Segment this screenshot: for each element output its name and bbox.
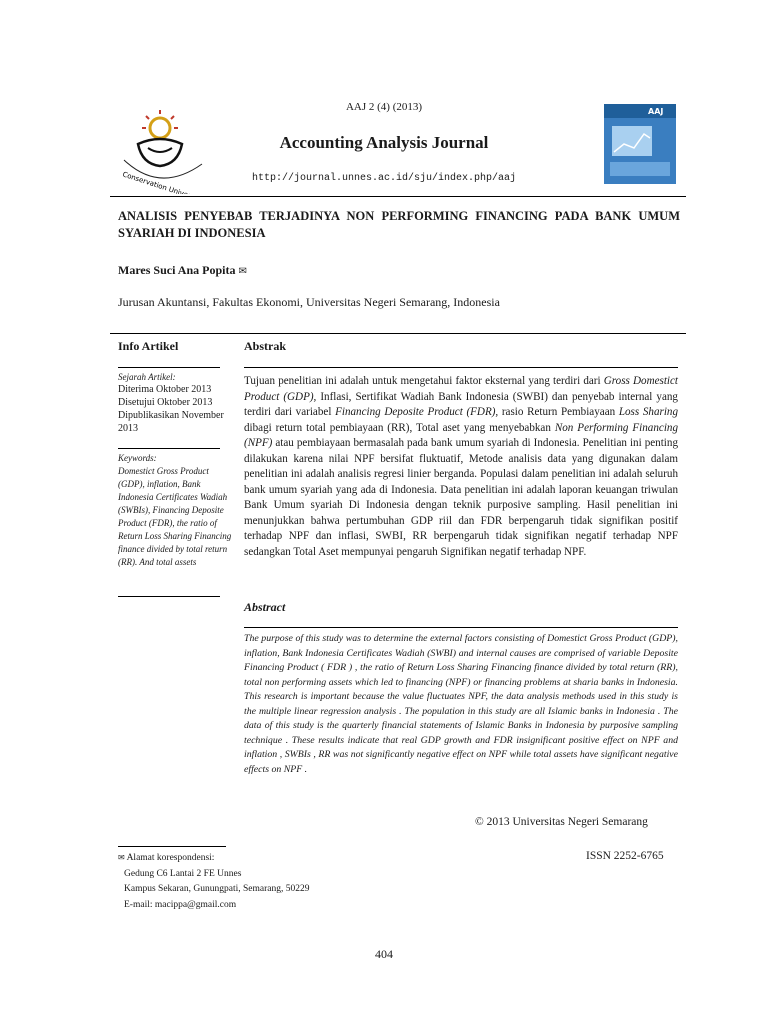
abstrak-heading: Abstrak	[244, 339, 287, 353]
section-rule	[110, 333, 686, 334]
corr-email[interactable]: E-mail: macippa@gmail.com	[124, 899, 237, 910]
history-label: Sejarah Artikel:	[118, 372, 176, 382]
header-rule	[110, 196, 686, 197]
abstrak-part: Inflasi, Sertifikat Wadiah Bank Indonesia (SWBI) dan penyebab internal yang terdiri dari variabel	[244, 390, 678, 418]
corr-line: Gedung C6 Lantai 2 FE Unnes	[124, 868, 242, 879]
abstrak-text	[244, 374, 678, 560]
history-block	[118, 383, 226, 435]
abstrak-italic: Non Performing Financing (NPF)	[244, 421, 678, 449]
journal-cover-image	[604, 104, 676, 184]
abstrak-part: dibagi return total pembiayaan (RR), Total aset yang menyebabkan	[244, 421, 555, 434]
mail-icon: ✉	[238, 266, 247, 277]
copyright: © 2013 Universitas Negeri Semarang	[475, 816, 648, 828]
journal-url[interactable]: http://journal.unnes.ac.id/sju/index.php/aaj	[251, 173, 517, 184]
abstract-text: The purpose of this study was to determine the external factors consisting of Domestict Gross Product (GDP), inflation, Bank Indonesia Certificates Wadiah (SWBI) and internal causes are comprised of variable Deposite Financing Product ( FDR ) , the ratio of Return Loss Sharing Financing finance divided by total return (RR), total non performing assets which led to financing (NPF) or financing problems at sharia banks in Indonesia. This research is important because the value fluctuates NPF, the data analysis methods used in this study is the multiple linear regression analysis . The population in this study are all Islamic banks in Indonesia . The data of this study is the quarterly financial statements of Islamic Banks in Indonesia by purposive sampling technique . These results indicate that real GDP growth and FDR insignificant positive effect on NPF and inflation , SWBIs , RR was not significantly negative effect on NPF while total assets have significant negative effects on NPF .	[244, 633, 678, 775]
keywords-rule	[118, 448, 220, 449]
abstrak-italic: Loss Sharing	[618, 406, 678, 418]
mail-icon: ✉	[118, 853, 125, 862]
paper-title: ANALISIS PENYEBAB TERJADINYA NON PERFORMING FINANCING PADA BANK UMUM SYARIAH DI INDONESIA	[118, 209, 680, 240]
page-number: 404	[375, 947, 393, 961]
keywords-text: Domestict Gross Product (GDP), inflation, Bank Indonesia Certificates Wadiah (SWBIs), Financing Deposite Product (FDR), the ratio of Return Loss Sharing Financing finance divided by total return (RR). And total assets	[118, 466, 232, 567]
abstract-heading: Abstract	[244, 600, 286, 614]
abstrak-italic: Financing Deposite Product (FDR),	[335, 406, 499, 418]
footnote-rule	[118, 846, 226, 847]
received-date: Diterima Oktober 2013	[118, 384, 212, 395]
journal-title: Accounting Analysis Journal	[279, 133, 489, 152]
affiliation: Jurusan Akuntansi, Fakultas Ekonomi, Universitas Negeri Semarang, Indonesia	[118, 295, 500, 309]
abstrak-part: Tujuan penelitian ini adalah untuk mengetahui faktor eksternal yang terdiri dari	[244, 375, 604, 387]
keywords-label: Keywords:	[118, 453, 157, 463]
author-name: Mares Suci Ana Popita	[118, 263, 236, 277]
published-date: Dipublikasikan November 2013	[118, 410, 224, 434]
corr-label: Alamat korespondensi:	[126, 853, 215, 863]
abstract-rule	[244, 627, 678, 628]
abstrak-italic: Gross Domestict Product (GDP),	[244, 375, 678, 403]
info-heading: Info Artikel	[118, 339, 179, 353]
abstrak-rule	[244, 367, 678, 368]
abstrak-part: atau pembiayaan bermasalah pada bank umum syariah di Indonesia. Penelitian ini penting dilakukan karena nilai NPF bersifat fluktuatif, Metode analisis data yang digunakan dalam penelitian ini adalah analisis regresi linier berganda. Populasi dalam penelitian ini adalah seluruh bank umum syariah yang ada di Indonesia. Data penelitian ini adalah laporan keuangan triwulan Bank Umum syariah Di Indonesia dengan teknik purposive sampling. Hasil penelitian ini menunjukkan bahwa pertumbuhan GDP riil dan FDR berpengaruh tidak signifikan positif terhadap NPF dan inflasi, SWBI, RR berpengaruh tidak signifikan negatif terhadap NPF sedangkan Total Aset mempunyai pengaruh Signifikan negatif terhadap NPF.	[244, 437, 678, 558]
cover-label: AAJ	[648, 107, 664, 116]
info-rule	[118, 367, 220, 368]
issn: ISSN 2252-6765	[586, 850, 664, 862]
author	[118, 263, 247, 278]
approved-date: Disetujui Oktober 2013	[118, 397, 213, 408]
keywords-end-rule	[118, 596, 220, 597]
logo-text: Conservation University	[121, 170, 204, 194]
abstrak-part: rasio Return Pembiayaan	[498, 406, 619, 418]
corr-line: Kampus Sekaran, Gunungpati, Semarang, 50229	[124, 884, 310, 894]
journal-issue: AAJ 2 (4) (2013)	[345, 101, 423, 113]
correspondence	[118, 850, 309, 913]
